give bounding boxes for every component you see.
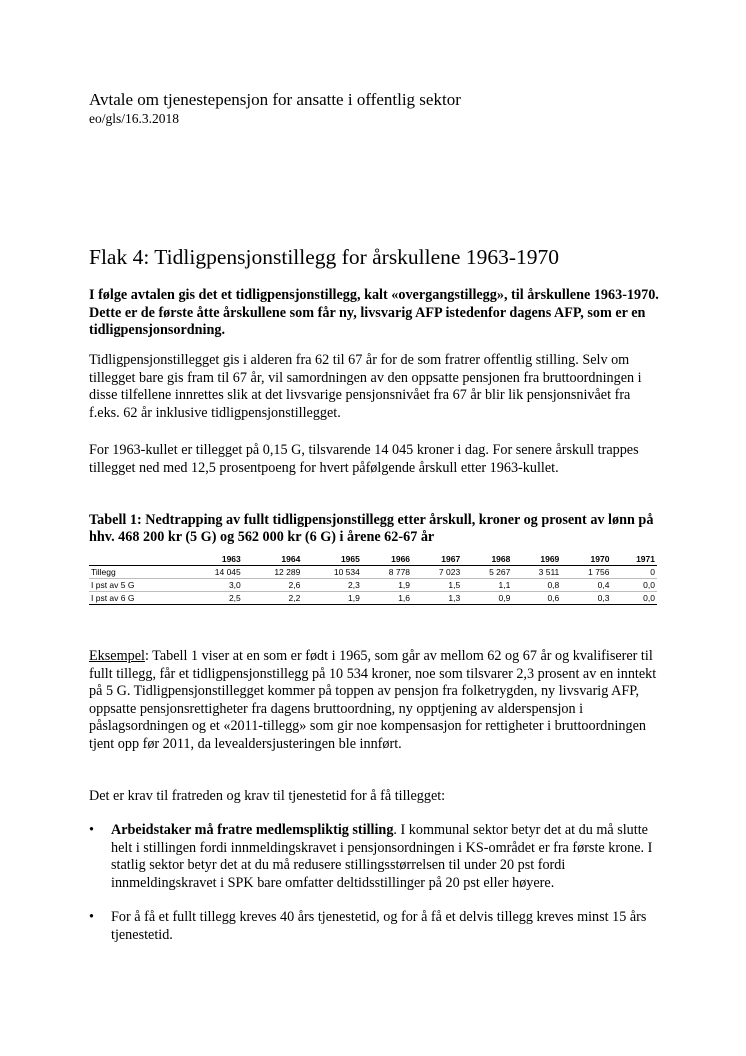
table-row-label: Tillegg [89, 566, 183, 579]
example-text: : Tabell 1 viser at en som er født i 1965, som går av mellom 62 og 67 år og kvalifiserer til fullt tillegg, får et tidligpensjonstillegg på 10 534 kroner, noe som tilsvarer 2,3 prosent av en inntekt på 5 G. Tidligpensjonstillegget kommer på toppen av pensjon fra folketrygden, ny livsvarig AFP, oppsatte pensjonsrettigheter fra dagens bruttoordning, ny opptjening av alderspensjon i påslagsordningen og et «2011-tillegg» som gir noe kompensasjon for rettigheter i bruttoordningen tjent opp før 2011, da levealdersjusteringen ble innført. [89, 648, 657, 752]
table-header-cell: 1963 [183, 553, 243, 566]
list-item-bold: Arbeidstaker må fratre medlemspliktig stilling [111, 822, 394, 838]
table-cell: 0,6 [512, 592, 561, 605]
table-caption: Tabell 1: Nedtrapping av fullt tidligpensjonstillegg etter årskull, kroner og prosent av lønn på hhv. 468 200 kr (5 G) og 562 000 kr (6 G) i årene 62-67 år [89, 512, 654, 545]
table-cell: 1,3 [412, 592, 462, 605]
list-item [89, 909, 661, 944]
table-cell: 0,9 [462, 592, 512, 605]
requirements-list [89, 822, 661, 961]
table-header-cell: 1967 [412, 553, 462, 566]
table-cell: 7 023 [412, 566, 462, 579]
table-row-label: I pst av 5 G [89, 579, 183, 592]
table-cell: 0,0 [611, 592, 657, 605]
document-header-ref: eo/gls/16.3.2018 [89, 111, 179, 126]
document-header-title: Avtale om tjenestepensjon for ansatte i offentlig sektor [89, 90, 461, 109]
table-cell: 0,8 [512, 579, 561, 592]
table-header-cell: 1969 [512, 553, 561, 566]
table-header-cell: 1970 [561, 553, 611, 566]
list-item [89, 822, 661, 892]
table-cell: 5 267 [462, 566, 512, 579]
table-cell: 10 534 [302, 566, 362, 579]
table-cell: 0,4 [561, 579, 611, 592]
table-cell: 1,5 [412, 579, 462, 592]
page-title: Flak 4: Tidligpensjonstillegg for årskullene 1963-1970 [89, 245, 559, 269]
bullet-icon: • [89, 822, 94, 838]
table-header-cell: 1968 [462, 553, 512, 566]
table-cell: 2,5 [183, 592, 243, 605]
table-cell: 2,2 [243, 592, 303, 605]
table-cell: 1 756 [561, 566, 611, 579]
table-cell: 12 289 [243, 566, 303, 579]
table-cell: 1,9 [362, 579, 412, 592]
table-header-cell: 1971 [611, 553, 657, 566]
table-row [89, 566, 657, 579]
table-cell: 1,6 [362, 592, 412, 605]
paragraph-1963-cohort: For 1963-kullet er tillegget på 0,15 G, tilsvarende 14 045 kroner i dag. For senere årskull trappes tillegget ned med 12,5 prosentpoeng for hvert påfølgende årskull etter 1963-kullet. [89, 442, 639, 476]
table-cell: 8 778 [362, 566, 412, 579]
table-header-cell: 1966 [362, 553, 412, 566]
table-cell: 0,3 [561, 592, 611, 605]
table-row [89, 592, 657, 605]
table-cell: 1,1 [462, 579, 512, 592]
table-header-cell: 1965 [302, 553, 362, 566]
bullet-icon: • [89, 909, 94, 925]
phaseout-table [89, 553, 657, 605]
intro-paragraph: I følge avtalen gis det et tidligpensjonstillegg, kalt «overgangstillegg», til årskullene 1963-1970. Dette er de første åtte årskullene som får ny, livsvarig AFP istedenfor dagens AFP, som er en tidligpensjonsordning. [89, 287, 659, 338]
requirements-intro: Det er krav til fratreden og krav til tjenestetid for å få tillegget: [89, 788, 446, 804]
table-cell: 2,3 [302, 579, 362, 592]
table-header-cell: 1964 [243, 553, 303, 566]
table-cell: 2,6 [243, 579, 303, 592]
table-cell: 3,0 [183, 579, 243, 592]
table-row-label: I pst av 6 G [89, 592, 183, 605]
example-paragraph [89, 648, 661, 753]
table-row [89, 579, 657, 592]
table-header-cell [89, 553, 183, 566]
paragraph-age-range: Tidligpensjonstillegget gis i alderen fra 62 til 67 år for de som fratrer offentlig stilling. Selv om tillegget bare gis fram til 67 år, vil samordningen av den oppsatte pensjonen fra bruttoordningen i disse tilfellene innrettes slik at det livsvarige pensjonsnivået fra 67 år blir lik pensjonsnivået fra f.eks. 62 år inklusive tidligpensjonstillegget. [89, 352, 642, 421]
table-cell: 0,0 [611, 579, 657, 592]
list-item-text: . I kommunal sektor betyr det at du må slutte helt i stillingen fordi innmeldingskravet i pensjonsordningen i KS-området er fra første krone. I statlig sektor betyr det at du må redusere stillingsstørrelsen til under 20 pst fordi innmeldingskravet i SPK bare omfatter deltidsstillinger på 20 pst eller høyere. [111, 822, 653, 891]
table-cell: 0 [611, 566, 657, 579]
table-cell: 14 045 [183, 566, 243, 579]
example-label: Eksempel [89, 648, 145, 664]
table-header-row [89, 553, 657, 566]
table-cell: 1,9 [302, 592, 362, 605]
list-item-text: For å få et fullt tillegg kreves 40 års tjenestetid, og for å få et delvis tillegg kreves minst 15 års tjenestetid. [111, 909, 647, 943]
table-cell: 3 511 [512, 566, 561, 579]
